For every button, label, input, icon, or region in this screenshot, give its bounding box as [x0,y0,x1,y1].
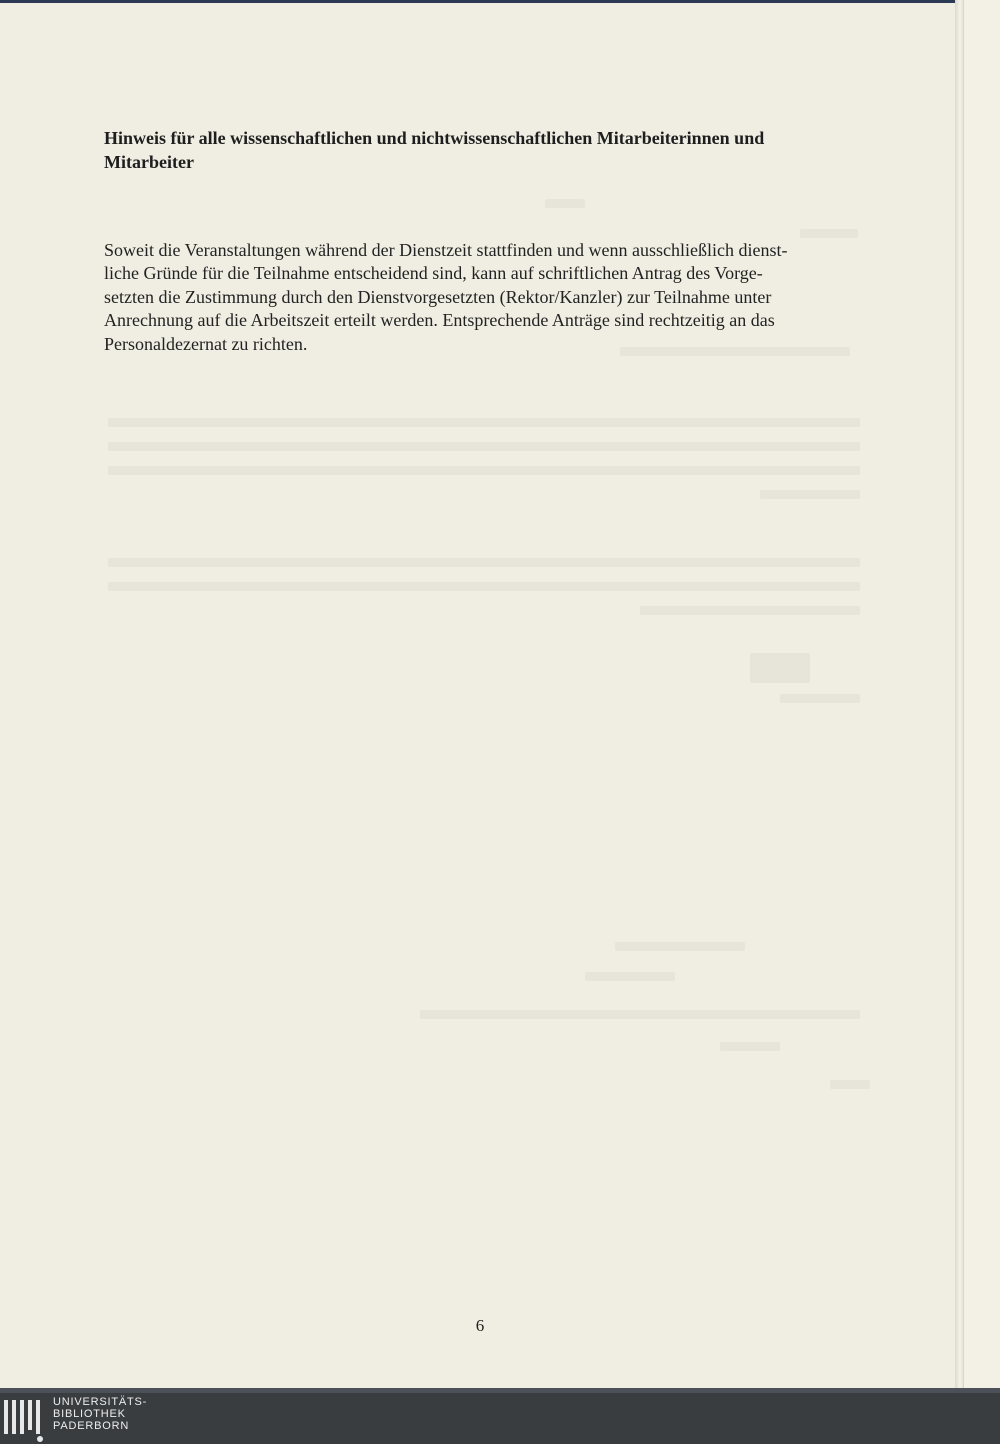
library-footer-bar [0,1393,1000,1444]
notice-body-paragraph [104,239,864,356]
heading-line-1: Hinweis für alle wissenschaftlichen und nichtwissenschaftlichen Mitarbeiterinnen und [104,128,765,148]
logo-line-3: PADERBORN [53,1420,130,1432]
logo-line-2: BIBLIOTHEK [53,1408,126,1420]
logo-line-1: UNIVERSITÄTS- [53,1396,148,1408]
notice-heading [104,126,844,174]
body-line-4: Anrechnung auf die Arbeitszeit erteilt werden. Entsprechende Anträge sind rechtzeitig an das [104,310,775,331]
document-page [0,3,955,1390]
library-logo-icon [2,1396,44,1442]
page-fold-shadow [955,0,963,1393]
adjacent-page-edge [963,0,1000,1393]
library-logo-text [53,1396,147,1432]
heading-line-2: Mitarbeiter [104,152,194,172]
body-line-1: Soweit die Veranstaltungen während der Dienstzeit stattfinden und wenn ausschließlich dienst- [104,240,788,260]
page-number: 6 [475,1316,485,1335]
body-line-3: setzten die Zustimmung durch den Dienstvorgesetzten (Rektor/Kanzler) zur Teilnahme unter [104,286,772,307]
body-line-5: Personaldezernat zu richten. [104,333,308,354]
show-through-shadow [0,3,955,1390]
body-line-2: liche Gründe für die Teilnahme entscheidend sind, kann auf schriftlichen Antrag des Vorge- [104,263,763,284]
